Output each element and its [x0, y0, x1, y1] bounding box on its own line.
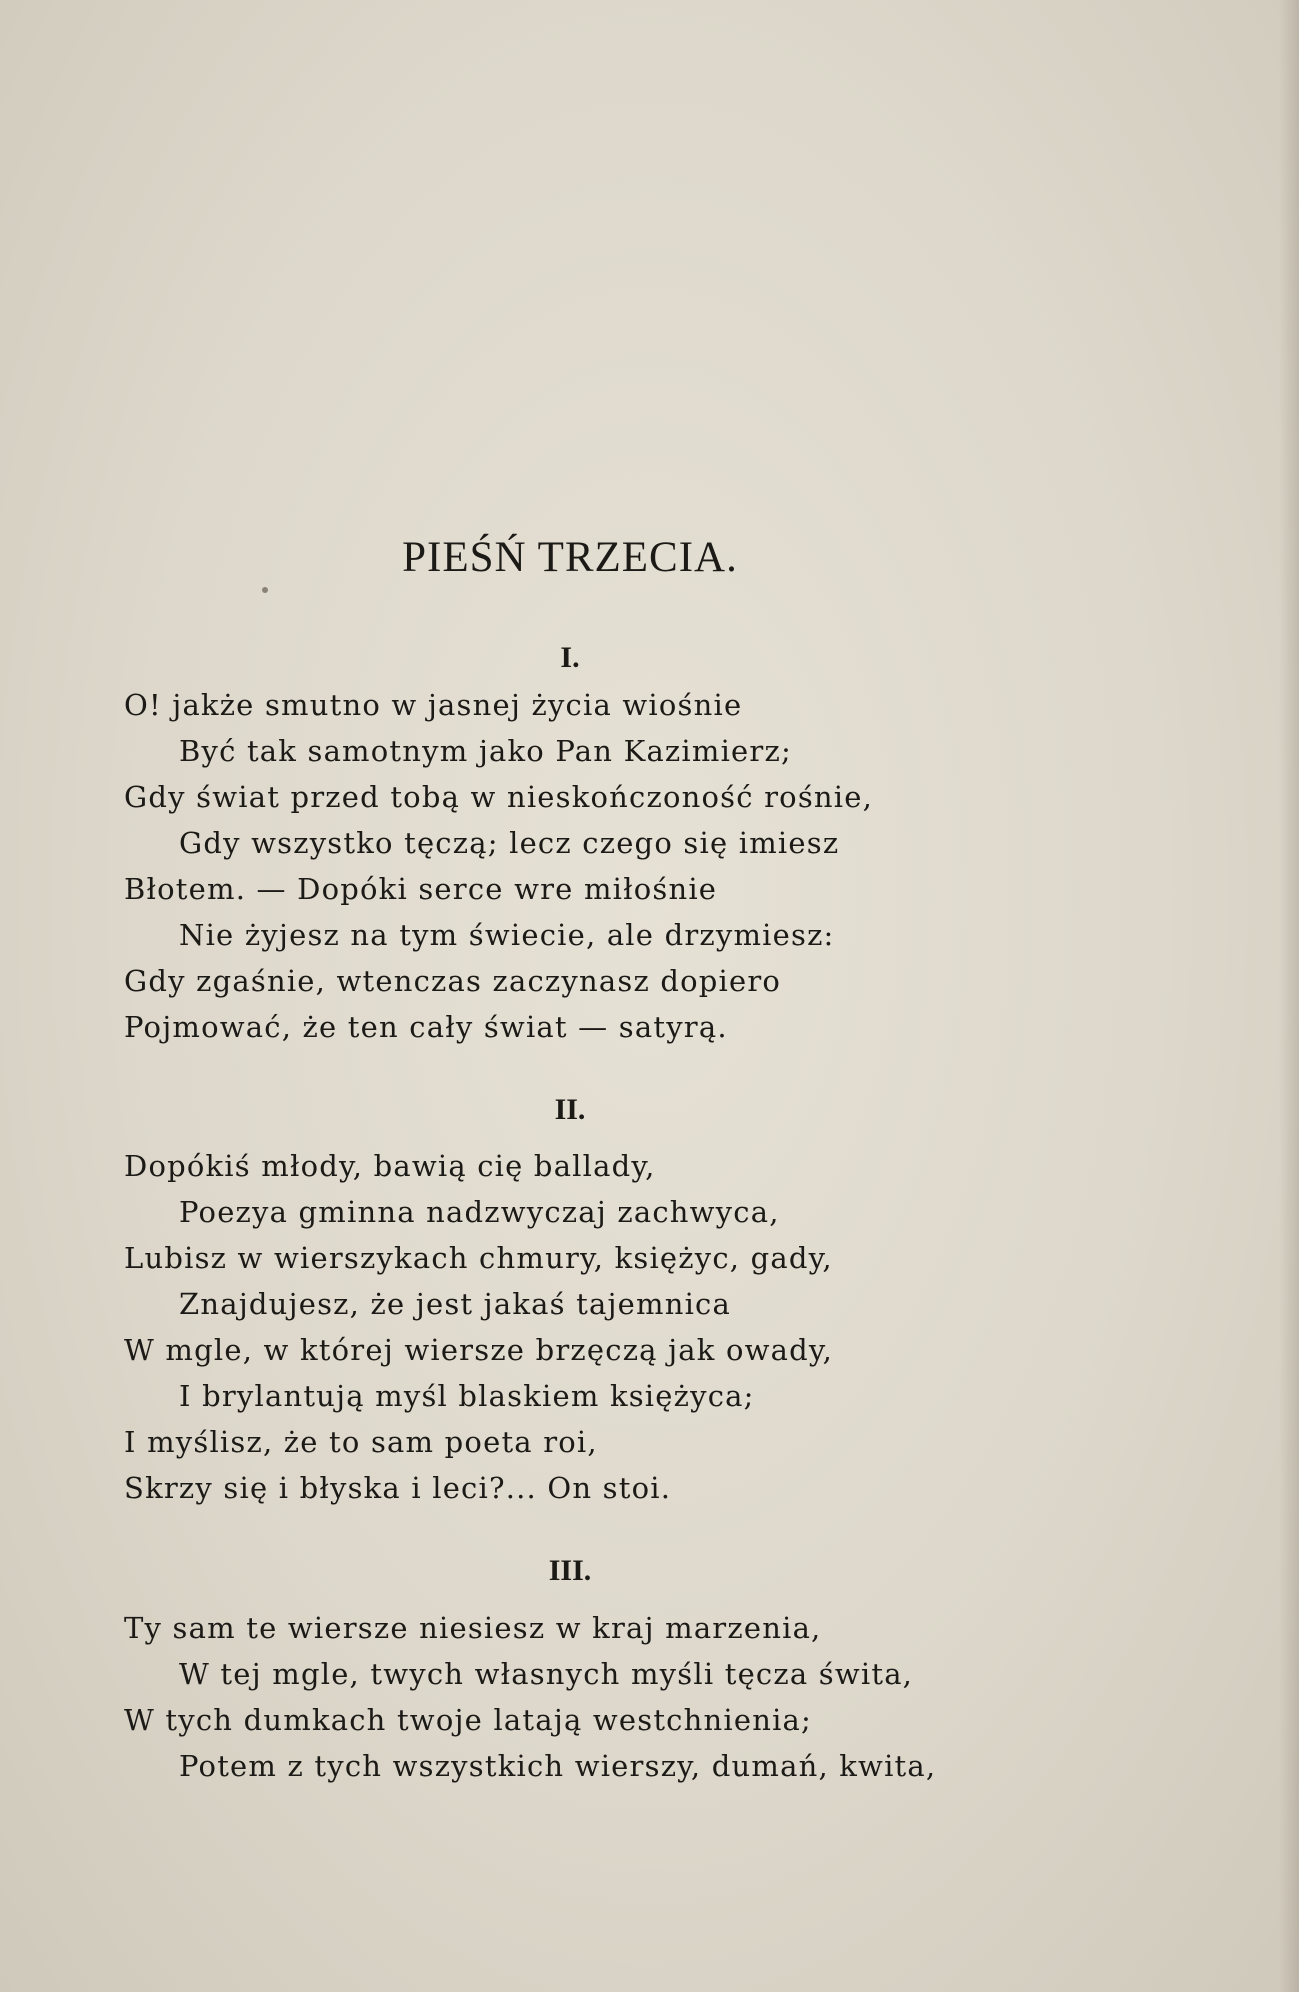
verse-line: Gdy zgaśnie, wtenczas zaczynasz dopiero [124, 964, 782, 998]
verse-line: Poezya gminna nadzwyczaj zachwyca, [179, 1195, 780, 1229]
verse-line: Gdy wszystko tęczą; lecz czego się imiesz [179, 826, 840, 860]
verse-line: Lubisz w wierszykach chmury, księżyc, gady, [124, 1241, 833, 1275]
stanza-2 [124, 1143, 1084, 1511]
section-numeral-1: I. [560, 641, 580, 674]
verse-line: Gdy świat przed tobą w nieskończoność rośnie, [124, 780, 874, 814]
stanza-3 [124, 1605, 1084, 1789]
verse-line: Błotem. — Dopóki serce wre miłośnie [124, 872, 718, 906]
verse-line: Być tak samotnym jako Pan Kazimierz; [179, 734, 792, 768]
ink-speck [262, 587, 268, 593]
stanza-1 [124, 682, 1084, 1050]
verse-line: Dopókiś młody, bawią cię ballady, [124, 1149, 656, 1183]
verse-line: Ty sam te wiersze niesiesz w kraj marzenia, [124, 1611, 822, 1645]
section-numeral-2: II. [554, 1093, 586, 1126]
verse-line: W mgle, w której wiersze brzęczą jak owady, [124, 1333, 834, 1367]
page-title: PIEŚŃ TRZECIA. [402, 534, 738, 581]
verse-line: I myślisz, że to sam poeta roi, [124, 1425, 598, 1459]
verse-line: Pojmować, że ten cały świat — satyrą. [124, 1010, 728, 1044]
verse-line: I brylantują myśl blaskiem księżyca; [179, 1379, 755, 1413]
verse-line: W tych dumkach twoje latają westchnienia; [124, 1703, 813, 1737]
verse-line: O! jakże smutno w jasnej życia wiośnie [124, 688, 743, 722]
verse-line: Znajdujesz, że jest jakaś tajemnica [179, 1287, 731, 1321]
verse-line: Skrzy się i błyska i leci?... On stoi. [124, 1471, 672, 1505]
section-numeral-3: III. [548, 1554, 592, 1587]
verse-line: Nie żyjesz na tym świecie, ale drzymiesz: [179, 918, 835, 952]
page-edge-shadow [1279, 0, 1299, 1992]
verse-line: W tej mgle, twych własnych myśli tęcza świta, [179, 1657, 914, 1691]
verse-line: Potem z tych wszystkich wierszy, dumań, kwita, [179, 1749, 937, 1783]
